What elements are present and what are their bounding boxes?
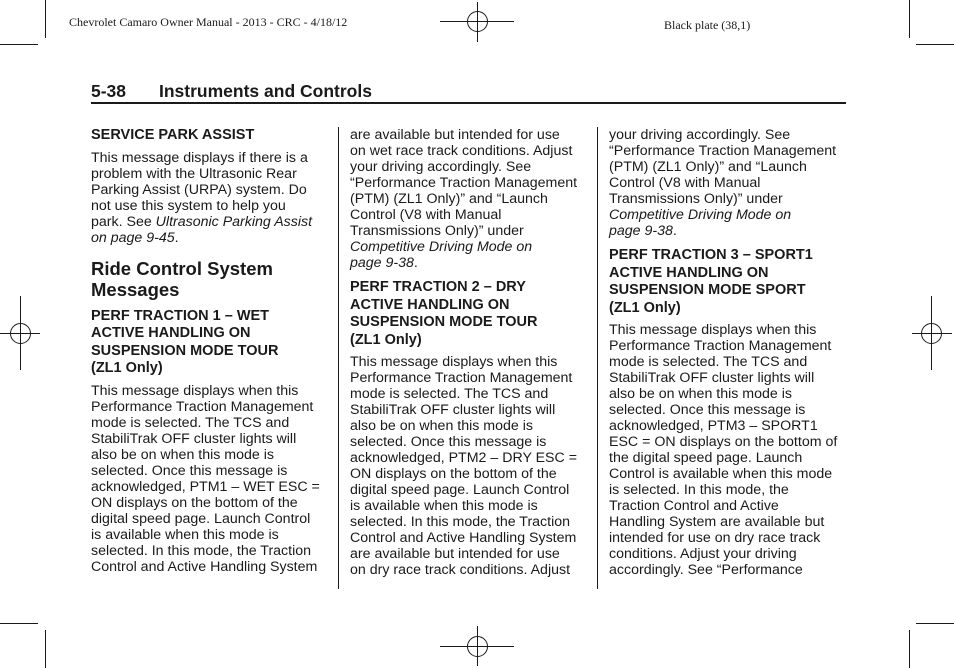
heading-perf-traction-2: PERF TRACTION 2 – DRY ACTIVE HANDLING ON SUSPENSION MODE TOUR (ZL1 Only) bbox=[350, 279, 538, 348]
crop-mark bbox=[909, 630, 910, 668]
paragraph-perf-traction-1: This message displays when this Performance Traction Management mode is selected. The TCS and StabiliTrak OFF cluster lights will also be on when this mode is selected. Once this message is acknowledged, PTM1 – WET ESC = ON displays on the bottom of the digital speed page. Launch Control is available when this mode is selected. In this mode, the Traction Control and Active Handling System bbox=[91, 382, 320, 575]
running-header bbox=[91, 81, 846, 104]
paragraph-perf-traction-2: This message displays when this Performance Traction Management mode is selected. The TCS and StabiliTrak OFF cluster lights will also be on when this mode is selected. Once this message is acknowledged, PTM2 – DRY ESC = ON displays on the bottom of the digital speed page. Launch Control is available when this mode is selected. In this mode, the Traction Control and Active Handling System are available but intended for use on dry race track conditions. Adjust bbox=[350, 354, 577, 578]
heading-perf-traction-3: PERF TRACTION 3 – SPORT1 ACTIVE HANDLING ON SUSPENSION MODE SPORT (ZL1 Only) bbox=[609, 247, 813, 316]
cross-reference-link[interactable]: on page 9-45 bbox=[91, 229, 175, 246]
heading-service-park-assist: SERVICE PARK ASSIST bbox=[91, 127, 255, 143]
crop-mark bbox=[909, 0, 910, 38]
registration-mark-icon bbox=[0, 296, 40, 370]
crop-mark bbox=[0, 623, 38, 624]
cross-reference-link[interactable]: page 9-38 bbox=[609, 223, 673, 239]
paragraph-perf-traction-2-continued: your driving accordingly. See “Performance Traction Management (PTM) (ZL1 Only)” and “Launch Control (V8 with Manual Transmissions Only)” under Competitive Driving Mode on page 9-38. bbox=[609, 127, 837, 239]
paragraph-perf-traction-3: This message displays when this Performance Traction Management mode is selected. The TCS and StabiliTrak OFF cluster lights will also be on when this mode is selected. Once this message is acknowledged, PTM3 – SPORT1 ESC = ON displays on the bottom of the digital speed page. Launch Control is available when this mode is selected. In this mode, the Traction Control and Active Handling System are available but intended for use on dry race track conditions. Adjust your driving accordingly. See “Performance bbox=[609, 322, 838, 578]
crop-mark bbox=[45, 630, 46, 668]
column-2 bbox=[350, 127, 590, 588]
heading-perf-traction-1: PERF TRACTION 1 – WET ACTIVE HANDLING ON SUSPENSION MODE TOUR (ZL1 Only) bbox=[91, 307, 279, 376]
paragraph-service-park-assist: This message displays if there is a problem with the Ultrasonic Rear Parking Assist (URPA) system. Do not use this system to help you park. See Ultrasonic Parking Assist on page 9-45. bbox=[91, 149, 313, 246]
heading-ride-control-messages: Ride Control System Messages bbox=[91, 257, 273, 300]
section-title: Instruments and Controls bbox=[159, 81, 372, 101]
crop-mark bbox=[0, 44, 38, 45]
column-divider bbox=[597, 127, 598, 589]
plate-info-left: Chevrolet Camaro Owner Manual - 2013 - CRC - 4/18/12 bbox=[69, 15, 348, 29]
registration-mark-icon bbox=[440, 2, 514, 42]
column-3 bbox=[609, 127, 849, 588]
registration-mark-icon bbox=[912, 296, 952, 370]
cross-reference-link[interactable]: Ultrasonic Parking Assist bbox=[155, 213, 313, 230]
plate-info-right: Black plate (38,1) bbox=[664, 18, 751, 32]
cross-reference-link[interactable]: Competitive Driving Mode on bbox=[609, 207, 792, 223]
crop-mark bbox=[916, 44, 954, 45]
registration-mark-icon bbox=[440, 626, 514, 666]
column-divider bbox=[338, 127, 339, 589]
crop-mark bbox=[45, 0, 46, 38]
cross-reference-link[interactable]: page 9-38 bbox=[350, 255, 414, 271]
paragraph-perf-traction-1-continued: are available but intended for use on wet race track conditions. Adjust your driving accordingly. See “Performance Traction Management (PTM) (ZL1 Only)” and “Launch Control (V8 with Manual Transmissions Only)” under Competitive Driving Mode on page 9-38. bbox=[350, 127, 578, 271]
cross-reference-link[interactable]: Competitive Driving Mode on bbox=[350, 239, 533, 255]
crop-mark bbox=[916, 623, 954, 624]
page-number: 5-38 bbox=[91, 81, 127, 101]
column-1 bbox=[91, 127, 329, 585]
